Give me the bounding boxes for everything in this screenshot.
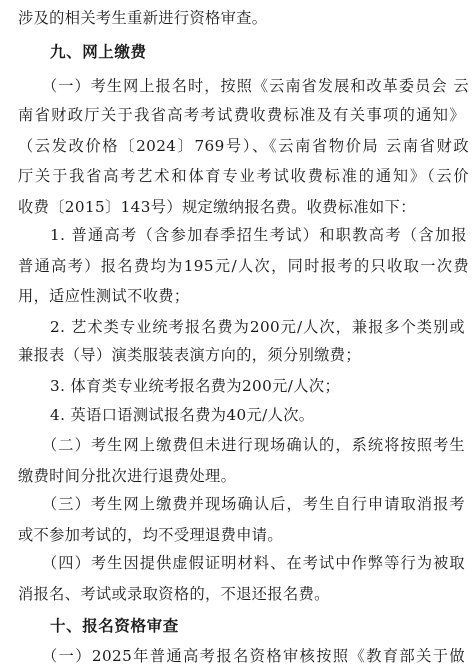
- paragraph-line-7: 收费〔2015〕143号）规定缴纳报名费。收费标准如下：: [18, 198, 416, 216]
- paragraph-line-3: （一）考生网上报名时，按照《云南省发展和改革委员会 云: [42, 77, 469, 95]
- fee-item-2-line-2: 兼报表（导）演类服装表演方向的，须分别缴费；: [18, 346, 361, 364]
- paragraph-three-line-2: 或不参加考试的，均不受理退费申请。: [18, 526, 283, 544]
- fee-item-3: 3. 体育类专业统考报名费为200元/人次；: [50, 377, 341, 395]
- paragraph-three-line-1: （三）考生网上缴费并现场确认后，考生自行申请取消报考: [42, 495, 465, 513]
- paragraph-four-line-1: （四）考生因提供虚假证明材料、在考试中作弊等行为被取: [42, 554, 465, 572]
- fee-item-1-line-3: 用，适应性测试不收费；: [18, 287, 190, 305]
- fee-item-1-line-1: 1. 普通高考（含参加春季招生考试）和职教高考（含加报: [50, 226, 467, 244]
- paragraph-four-line-2: 消报名、考试或录取资格的，不退还报名费。: [18, 585, 330, 603]
- paragraph-line-5: （云发改价格〔2024〕769号）、《云南省物价局 云南省财政: [18, 137, 469, 155]
- fee-item-1-line-2: 普通高考）报名费均为195元/人次，同时报考的只收取一次费: [18, 257, 469, 275]
- fee-item-4: 4. 英语口语测试报名费为40元/人次。: [50, 406, 315, 424]
- section-heading-nine: 九、网上缴费: [50, 43, 147, 61]
- fee-item-2-line-1: 2. 艺术类专业统考报名费为200元/人次，兼报多个类别或: [50, 318, 465, 336]
- paragraph-ten-line-1: （一）2025年普通高考报名资格审核按照《教育部关于做: [42, 647, 465, 665]
- section-heading-ten: 十、报名资格审查: [50, 617, 179, 635]
- paragraph-line-1: 涉及的相关考生重新进行资格审查。: [18, 9, 268, 27]
- paragraph-line-4: 南省财政厅关于我省高考考试费收费标准及有关事项的通知》: [18, 106, 465, 124]
- paragraph-two-line-1: （二）考生网上缴费但未进行现场确认的，系统将按照考生: [42, 436, 465, 454]
- paragraph-two-line-2: 缴费时间分批次进行退费处理。: [18, 467, 237, 485]
- paragraph-line-6: 厅关于我省高考艺术和体育专业考试收费标准的通知》（云价: [18, 167, 469, 185]
